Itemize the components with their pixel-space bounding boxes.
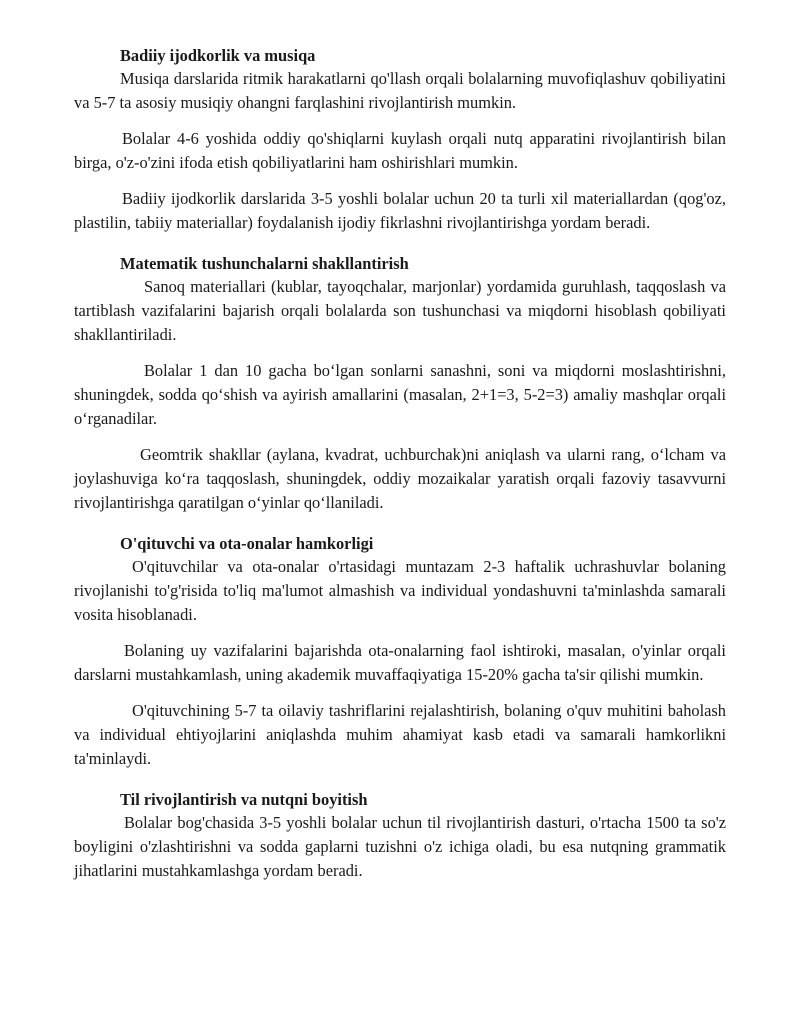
- paragraph: Geomtrik shakllar (aylana, kvadrat, uchburchak)ni aniqlash va ularni rang, o‘lcham va joylashuviga ko‘ra taqqoslash, shuningdek, oddiy mozaikalar yaratish orqali fazoviy tasavvurni rivojlantirishga qaratilgan o‘yinlar qo‘llaniladi.: [74, 445, 726, 512]
- paragraph: O'qituvchilar va ota-onalar o'rtasidagi muntazam 2-3 haftalik uchrashuvlar bolaning rivojlanishi to'g'risida to'liq ma'lumot almashish va individual yondashuvni ta'minlashda samarali vosita hisoblanadi.: [74, 557, 726, 624]
- paragraph: Bolalar 1 dan 10 gacha bo‘lgan sonlarni sanashni, soni va miqdorni moslashtirishni, shuningdek, sodda qo‘shish va ayirish amallarini (masalan, 2+1=3, 5-2=3) amaliy mashqlar orqali o‘rganadilar.: [74, 361, 726, 428]
- section-badiiy-ijodkorlik: [74, 44, 726, 235]
- paragraph: Bolaning uy vazifalarini bajarishda ota-onalarning faol ishtiroki, masalan, o'yinlar orqali darslarni mustahkamlash, uning akademik muvaffaqiyatiga 15-20% gacha ta'sir qilishi mumkin.: [74, 641, 726, 684]
- paragraph: Badiiy ijodkorlik darslarida 3-5 yoshli bolalar uchun 20 ta turli xil materiallardan (qog'oz, plastilin, tabiiy materiallar) foydalanish ijodiy fikrlashni rivojlantirishga yordam beradi.: [74, 189, 726, 232]
- section-heading: Badiiy ijodkorlik va musiqa: [120, 46, 316, 65]
- section-heading: Matematik tushunchalarni shakllantirish: [120, 254, 409, 273]
- paragraph: Bolalar 4-6 yoshida oddiy qo'shiqlarni kuylash orqali nutq apparatini rivojlantirish bilan birga, o'z-o'zini ifoda etish qobiliyatlarini ham oshirishlari mumkin.: [74, 129, 726, 172]
- paragraph: O'qituvchining 5-7 ta oilaviy tashriflarini rejalashtirish, bolaning o'quv muhitini baholash va individual ehtiyojlarini aniqlashda muhim ahamiyat kasb etadi va samarali hamkorlikni ta'minlaydi.: [74, 701, 726, 768]
- section-til-rivojlantirish: [74, 788, 726, 883]
- paragraph: Musiqa darslarida ritmik harakatlarni qo'llash orqali bolalarning muvofiqlashuv qobiliyatini va 5-7 ta asosiy musiqiy ohangni farqlashini rivojlantirish mumkin.: [74, 69, 726, 112]
- section-heading: Til rivojlantirish va nutqni boyitish: [120, 790, 368, 809]
- paragraph: Bolalar bog'chasida 3-5 yoshli bolalar uchun til rivojlantirish dasturi, o'rtacha 1500 ta so'z boyligini o'zlashtirishni va sodda gaplarni tuzishni o'z ichiga oladi, bu esa nutqning grammatik jihatlarini mustahkamlashga yordam beradi.: [74, 813, 726, 880]
- section-oqituvchi-ota-onalar: [74, 532, 726, 771]
- section-heading: O'qituvchi va ota-onalar hamkorligi: [120, 534, 374, 553]
- paragraph: Sanoq materiallari (kublar, tayoqchalar, marjonlar) yordamida guruhlash, taqqoslash va tartiblash vazifalarini bajarish orqali bolalarda son tushunchasi va miqdorni hisoblash qobiliyati shakllantiriladi.: [74, 277, 726, 344]
- section-matematik-tushunchalar: [74, 252, 726, 515]
